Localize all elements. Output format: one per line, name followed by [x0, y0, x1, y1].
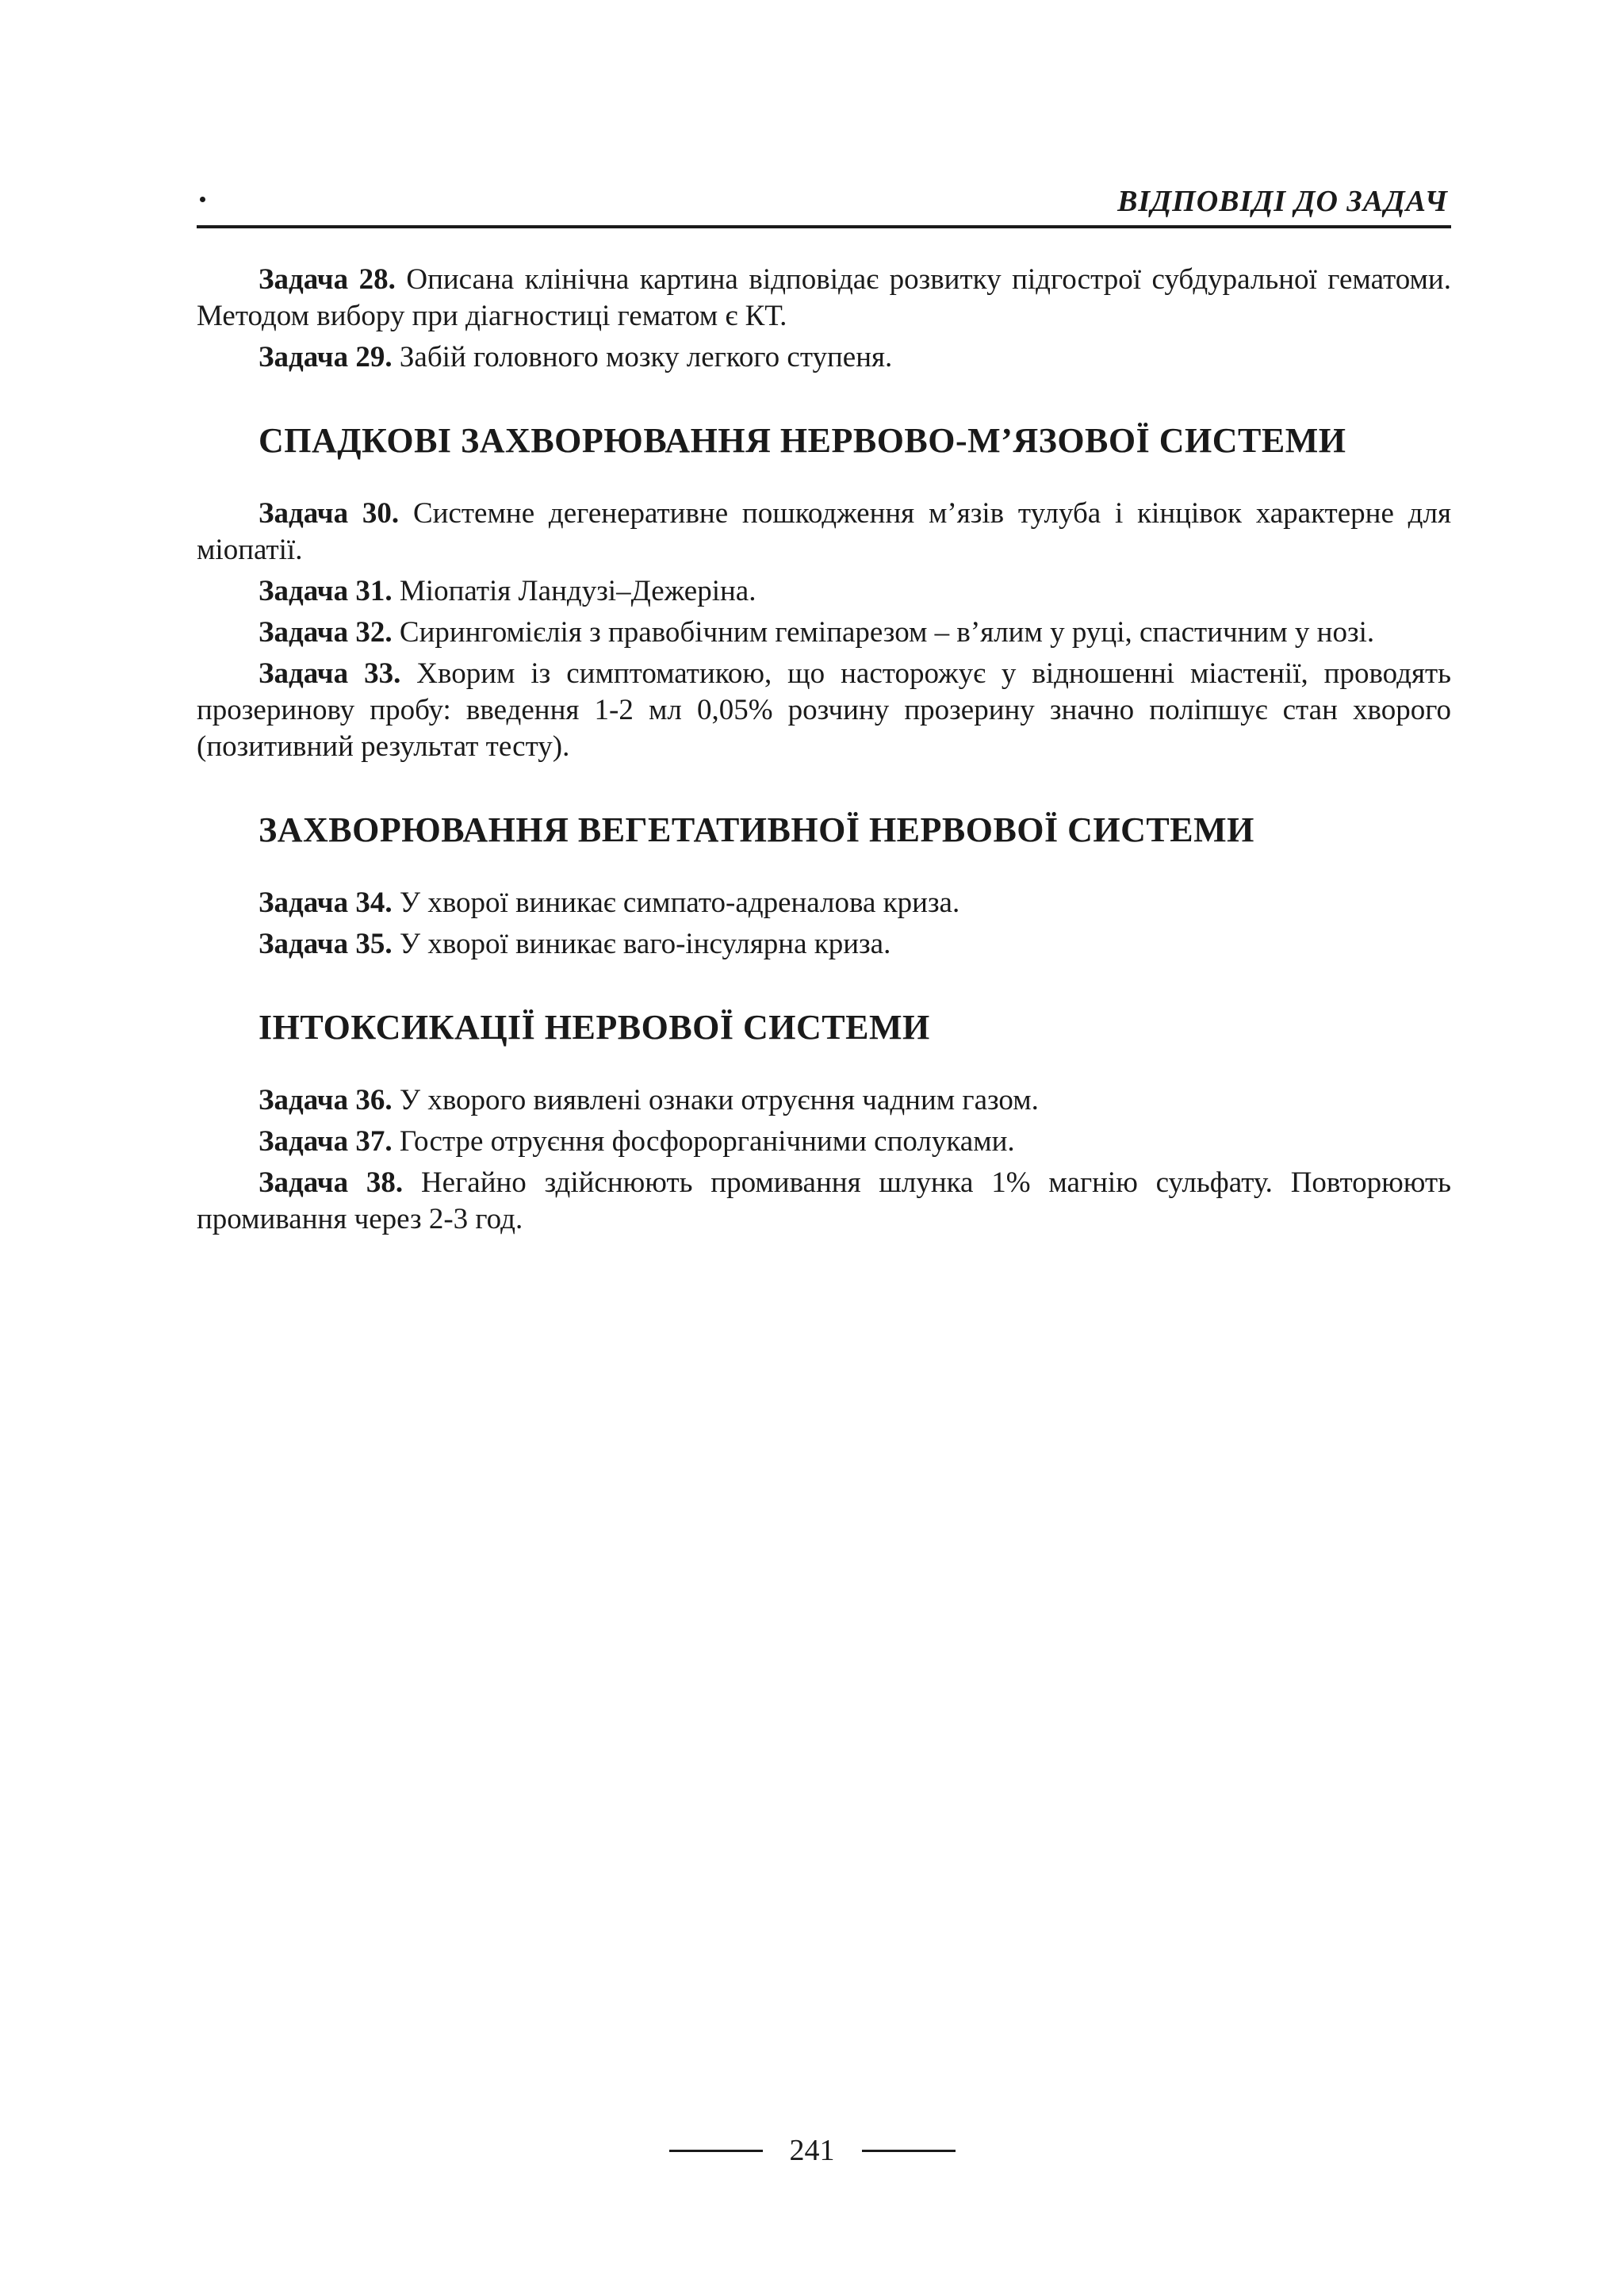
- task-text: У хворого виявлені ознаки отруєння чадним газом.: [392, 1084, 1039, 1116]
- section-hereditary-neuromuscular: [197, 420, 1451, 765]
- task-31: [197, 573, 1451, 610]
- page-content: [197, 262, 1451, 1243]
- task-label: Задача 33.: [259, 657, 401, 690]
- section-heading: ЗАХВОРЮВАННЯ ВЕГЕТАТИВНОЇ НЕРВОВОЇ СИСТЕМИ: [259, 810, 1254, 849]
- task-36: [197, 1082, 1451, 1119]
- task-29: [197, 339, 1451, 376]
- section-intoxication: [197, 1007, 1451, 1238]
- task-label: Задача 38.: [259, 1166, 404, 1199]
- task-text: Негайно здійснюють промивання шлунка 1% магнію сульфату. Повторюють промивання через 2-3 год.: [197, 1166, 1452, 1235]
- task-32: [197, 615, 1451, 651]
- task-34: [197, 885, 1451, 921]
- task-30: [197, 496, 1451, 569]
- task-label: Задача 32.: [259, 616, 393, 649]
- task-text: Системне дегенеративне пошкодження м’язів тулуба і кінцівок характерне для міопатії.: [197, 497, 1451, 566]
- task-label: Задача 28.: [259, 263, 396, 296]
- running-header: [197, 184, 1451, 228]
- section-heading: СПАДКОВІ ЗАХВОРЮВАННЯ НЕРВОВО-М’ЯЗОВОЇ СИСТЕМИ: [259, 421, 1346, 460]
- task-label: Задача 31.: [259, 575, 393, 607]
- section-heading: ІНТОКСИКАЦІЇ НЕРВОВОЇ СИСТЕМИ: [259, 1008, 930, 1047]
- task-35: [197, 926, 1451, 963]
- page-footer: [0, 2133, 1624, 2168]
- footer-rule-right: [862, 2150, 956, 2152]
- task-text: Забій головного мозку легкого ступеня.: [392, 341, 893, 373]
- task-text: Гостре отруєння фосфорорганічними сполуками.: [392, 1125, 1015, 1158]
- footer-rule-left: [669, 2150, 763, 2152]
- header-bullet: [200, 197, 205, 202]
- task-label: Задача 29.: [259, 341, 393, 373]
- task-label: Задача 34.: [259, 887, 393, 919]
- task-37: [197, 1124, 1451, 1160]
- task-text: Сирингомієлія з правобічним геміпарезом – в’ялим у руці, спастичним у нозі.: [392, 616, 1375, 649]
- task-label: Задача 36.: [259, 1084, 393, 1116]
- task-label: Задача 35.: [259, 928, 393, 960]
- task-text: Хворим із симптоматикою, що насторожує у відношенні міастенії, проводять прозеринову пробу: введення 1-2 мл 0,05% розчину прозерину значно поліпшує стан хворого (позитивний результат тесту).: [197, 657, 1452, 763]
- task-text: Описана клінічна картина відповідає розвитку підгострої субдуральної гематоми. Методом вибору при діагностиці гематом є КТ.: [197, 263, 1451, 332]
- page-number: 241: [789, 2134, 835, 2167]
- section-autonomic: [197, 810, 1451, 963]
- task-label: Задача 37.: [259, 1125, 393, 1158]
- task-28: [197, 262, 1451, 335]
- task-33: [197, 656, 1451, 765]
- task-text: У хворої виникає симпато-адреналова криза.: [392, 887, 960, 919]
- task-label: Задача 30.: [259, 497, 400, 530]
- task-text: У хворої виникає ваго-інсулярна криза.: [392, 928, 891, 960]
- task-text: Міопатія Ландузі–Дежеріна.: [392, 575, 756, 607]
- running-header-title: ВІДПОВІДІ ДО ЗАДАЧ: [1117, 185, 1448, 218]
- task-38: [197, 1165, 1451, 1238]
- section-0: [197, 262, 1451, 376]
